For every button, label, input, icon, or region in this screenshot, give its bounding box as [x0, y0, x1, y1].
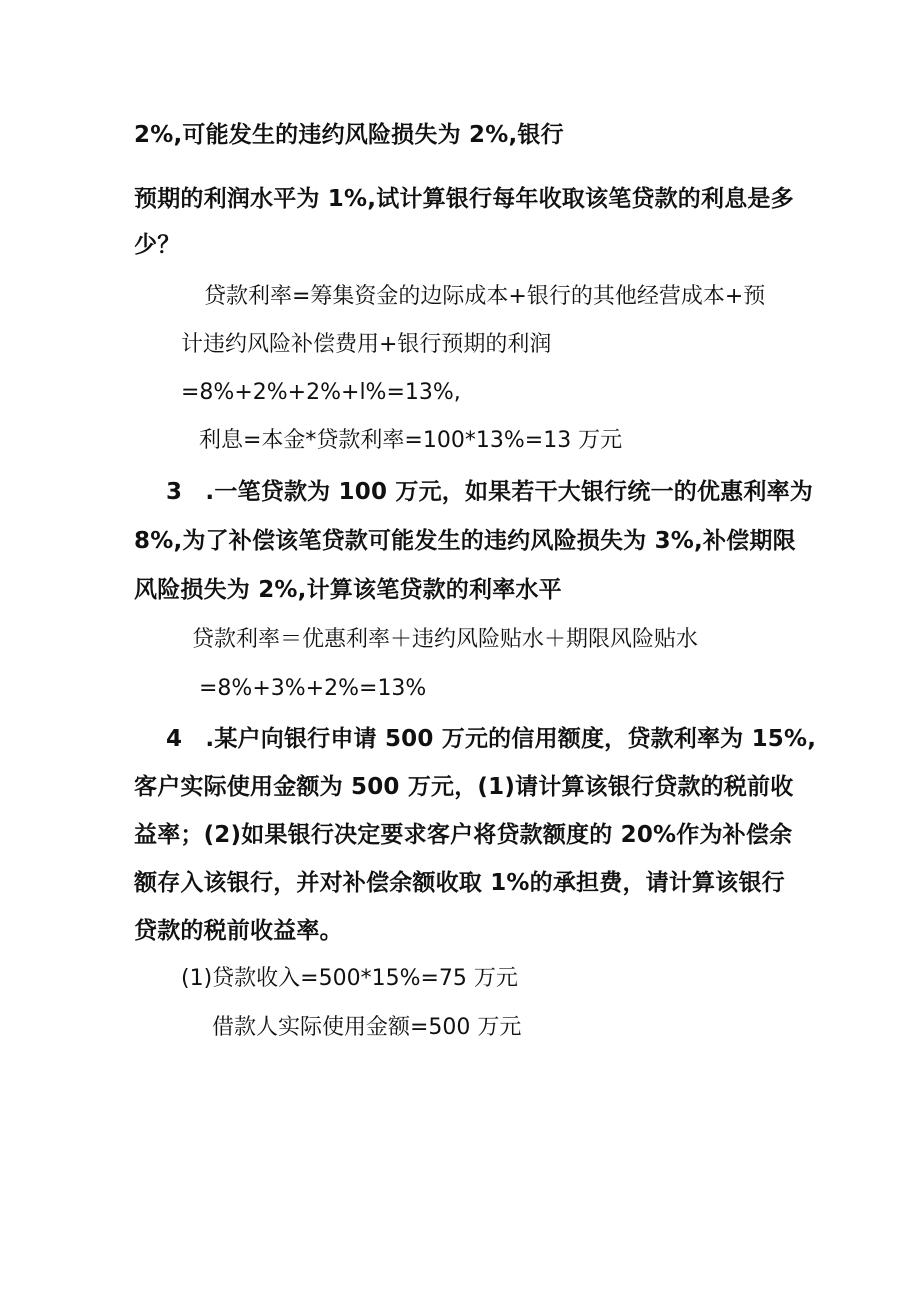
problem2-question-line-1: 2%,可能发生的违约风险损失为 2%,银行	[134, 122, 564, 148]
problem3-question-line-3: 风险损失为 2%,计算该笔贷款的利率水平	[134, 577, 562, 603]
problem4-answer-line-1: (1)贷款收入=500*15%=75 万元	[181, 966, 518, 991]
problem4-question-line-2: 客户实际使用金额为 500 万元，(1)请计算该银行贷款的税前收	[134, 774, 794, 800]
problem2-question-line-2: 预期的利润水平为 1%,试计算银行每年收取该笔贷款的利息是多	[134, 186, 794, 212]
problem4-question-line-4: 额存入该银行，并对补偿余额收取 1%的承担费，请计算该银行	[134, 870, 785, 896]
problem4-question-line-5: 贷款的税前收益率。	[134, 918, 343, 944]
problem2-answer-line-1: 贷款利率=筹集资金的边际成本+银行的其他经营成本+预	[204, 284, 766, 309]
problem4-question-line-1: 4 .某户向银行申请 500 万元的信用额度，贷款利率为 15%,	[166, 726, 817, 752]
problem4-question-line-3: 益率；(2)如果银行决定要求客户将贷款额度的 20%作为补偿余	[134, 822, 793, 848]
problem3-answer-line-1: 贷款利率＝优惠利率＋违约风险贴水＋期限风险贴水	[192, 627, 699, 652]
problem3-answer-line-2: =8%+3%+2%=13%	[199, 676, 427, 701]
problem2-answer-line-2: 计违约风险补偿费用+银行预期的利润	[181, 332, 552, 357]
problem3-question-line-2: 8%,为了补偿该笔贷款可能发生的违约风险损失为 3%,补偿期限	[134, 528, 796, 554]
problem2-answer-line-4: 利息=本金*贷款利率=100*13%=13 万元	[199, 428, 623, 453]
problem4-answer-line-2: 借款人实际使用金额=500 万元	[212, 1015, 522, 1040]
problem3-question-line-1: 3 .一笔贷款为 100 万元，如果若干大银行统一的优惠利率为	[166, 479, 813, 505]
problem2-answer-line-3: =8%+2%+2%+l%=13%,	[181, 380, 461, 405]
problem2-question-line-3: 少？	[134, 232, 181, 258]
